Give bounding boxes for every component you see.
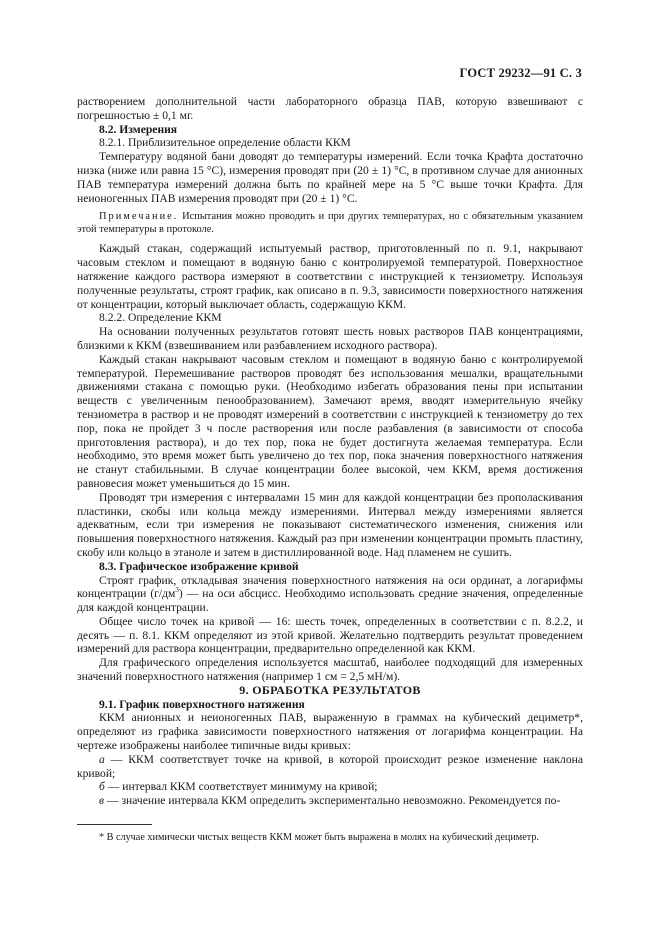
- paragraph-graph: [77, 574, 583, 615]
- subheading-8-2-2: 8.2.2. Определение ККМ: [99, 311, 222, 325]
- list-item-a-text: — ККМ соответствует точке на кривой, в которой происходит резкое изменение наклона кривой;: [77, 752, 583, 780]
- graph-text-a: Строят график, откладывая значения поверхностного натяжения на оси ординат, а логарифмы концентрации (г/дм: [77, 573, 583, 601]
- list-item-c: [77, 794, 583, 808]
- graph-text-b: ) — на оси абсцисс. Необходимо использовать средние значения, определенные для каждой концентрации.: [77, 587, 583, 615]
- list-item-c-label: в: [99, 794, 105, 808]
- paragraph-scale: Для графического определения используется масштаб, наиболее подходящий для измеренных значений поверхностного натяжения (например 1 см = 2,5 мН/м).: [77, 656, 583, 684]
- heading-8-3: 8.3. Графическое изображение кривой: [99, 559, 299, 573]
- list-item-a: [77, 753, 583, 781]
- list-item-b-text: — интервал ККМ соответствует минимуму на кривой;: [104, 780, 378, 794]
- paragraph-cover: Каждый стакан накрывают часовым стеклом и помещают в водяную баню с контролируемой температурой. Перемешивание растворов проводят без использования мешалки, вращательными движениями стакана с помощью руки. (Необходимо избегать образования пены при испытании веществ с увеличенным пенообразованием). Замечают время, вводят измерительную ячейку тензиометра в раствор и не проводят измерений в соответствии с инструкцией к тензиометру до тех пор, пока не пройдет 3 ч после растворения или после разбавления (в зависимости от способа приготовления раствора), и до тех пор, пока не будет достигнута желаемая температура. Если необходимо, это время может быть увеличено до тех пор, пока значения поверхностного натяжения не станут стабильными. В случае концентрации более высокой, чем ККМ, время достижения равновесия может уменьшиться до 15 мин.: [77, 352, 583, 490]
- paragraph-beaker: Каждый стакан, содержащий испытуемый раствор, приготовленный по п. 9.1, накрывают часовым стеклом и помещают в водяную баню с контролируемой температурой. Поверхностное натяжение каждого раствора измеряют в соответствии с инструкцией к тензиометру. Используя полученные результаты, строят график, как описано в п. 9.3, зависимости поверхностного натяжения от концентрации, который выключает область, содержащую ККМ.: [77, 242, 583, 311]
- note-paragraph: [77, 211, 583, 236]
- heading-9-1: 9.1. График поверхностного натяжения: [99, 697, 305, 711]
- footnote: * В случае химически чистых веществ ККМ может быть выражена в молях на кубический дециметр.: [99, 832, 539, 843]
- paragraph-8-2-2: На основании полученных результатов готовят шесть новых растворов ПАВ концентрациями, близкими к ККМ (взвешиванием или разбавлением исходного раствора).: [77, 325, 583, 352]
- note-label: Примечание.: [99, 211, 179, 223]
- note-text: Испытания можно проводить и при других температурах, но с обязательным указанием этой температуры в протоколе.: [77, 211, 583, 235]
- paragraph-8-2-1: Температуру водяной бани доводят до температуры измерений. Если точка Крафта достаточно низка (ниже или равна 15 °С), измерения проводят при (20 ± 1) °С, в противном случае для анионных ПАВ температура измерений должна быть по крайней мере на 5 °С выше точки Крафта. Для неионогенных ПАВ измерения проводят при (20 ± 1) °С.: [77, 150, 583, 205]
- subheading-8-2-1: 8.2.1. Приблизительное определение области ККМ: [99, 136, 351, 150]
- footnote-divider: [77, 824, 152, 825]
- paragraph-points: Общее число точек на кривой — 16: шесть точек, определенных в соответствии с п. 8.2.2, и десять — п. 8.1. ККМ определяют из этой кривой. Желательно подтвердить результат проведением измерений для раствора концентрации, предварительно определенной как ККМ.: [77, 614, 583, 656]
- list-item-a-label: а: [99, 752, 105, 766]
- page-header: ГОСТ 29232—91 С. 3: [459, 66, 582, 80]
- list-item-b-label: б: [99, 780, 105, 794]
- list-item-c-text: — значение интервала ККМ определить экспериментально невозможно. Рекомендуется по-: [104, 794, 561, 808]
- paragraph-three-measurements: Проводят три измерения с интервалами 15 мин для каждой концентрации без прополаскивания пластинки, скобы или кольца между измерениями. Интервал между измерениями является адекватным, если три измерения не показывают систематического изменения, снижения или повышения поверхностного натяжения. Каждый раз при изменении концентрации промыть пластину, скобу или кольцо в этаноле и затем в дистиллированной воде. Над пламенем не сушить.: [77, 490, 583, 559]
- heading-8-2: 8.2. Измерения: [99, 122, 178, 136]
- list-item-b: [77, 780, 583, 794]
- paragraph-9-1: ККМ анионных и неионогенных ПАВ, выраженную в граммах на кубический дециметр*, определяют из графика зависимости поверхностного натяжения от логарифма концентрации. На чертеже изображены наиболее типичные виды кривых:: [77, 711, 583, 753]
- section-title-9: 9. ОБРАБОТКА РЕЗУЛЬТАТОВ: [239, 682, 421, 697]
- graph-superscript: 3: [175, 586, 179, 595]
- document-body: [77, 95, 583, 808]
- paragraph-continuation: растворением дополнительной части лабораторного образца ПАВ, которую взвешивают с погрешностью ± 0,1 мг.: [77, 95, 583, 122]
